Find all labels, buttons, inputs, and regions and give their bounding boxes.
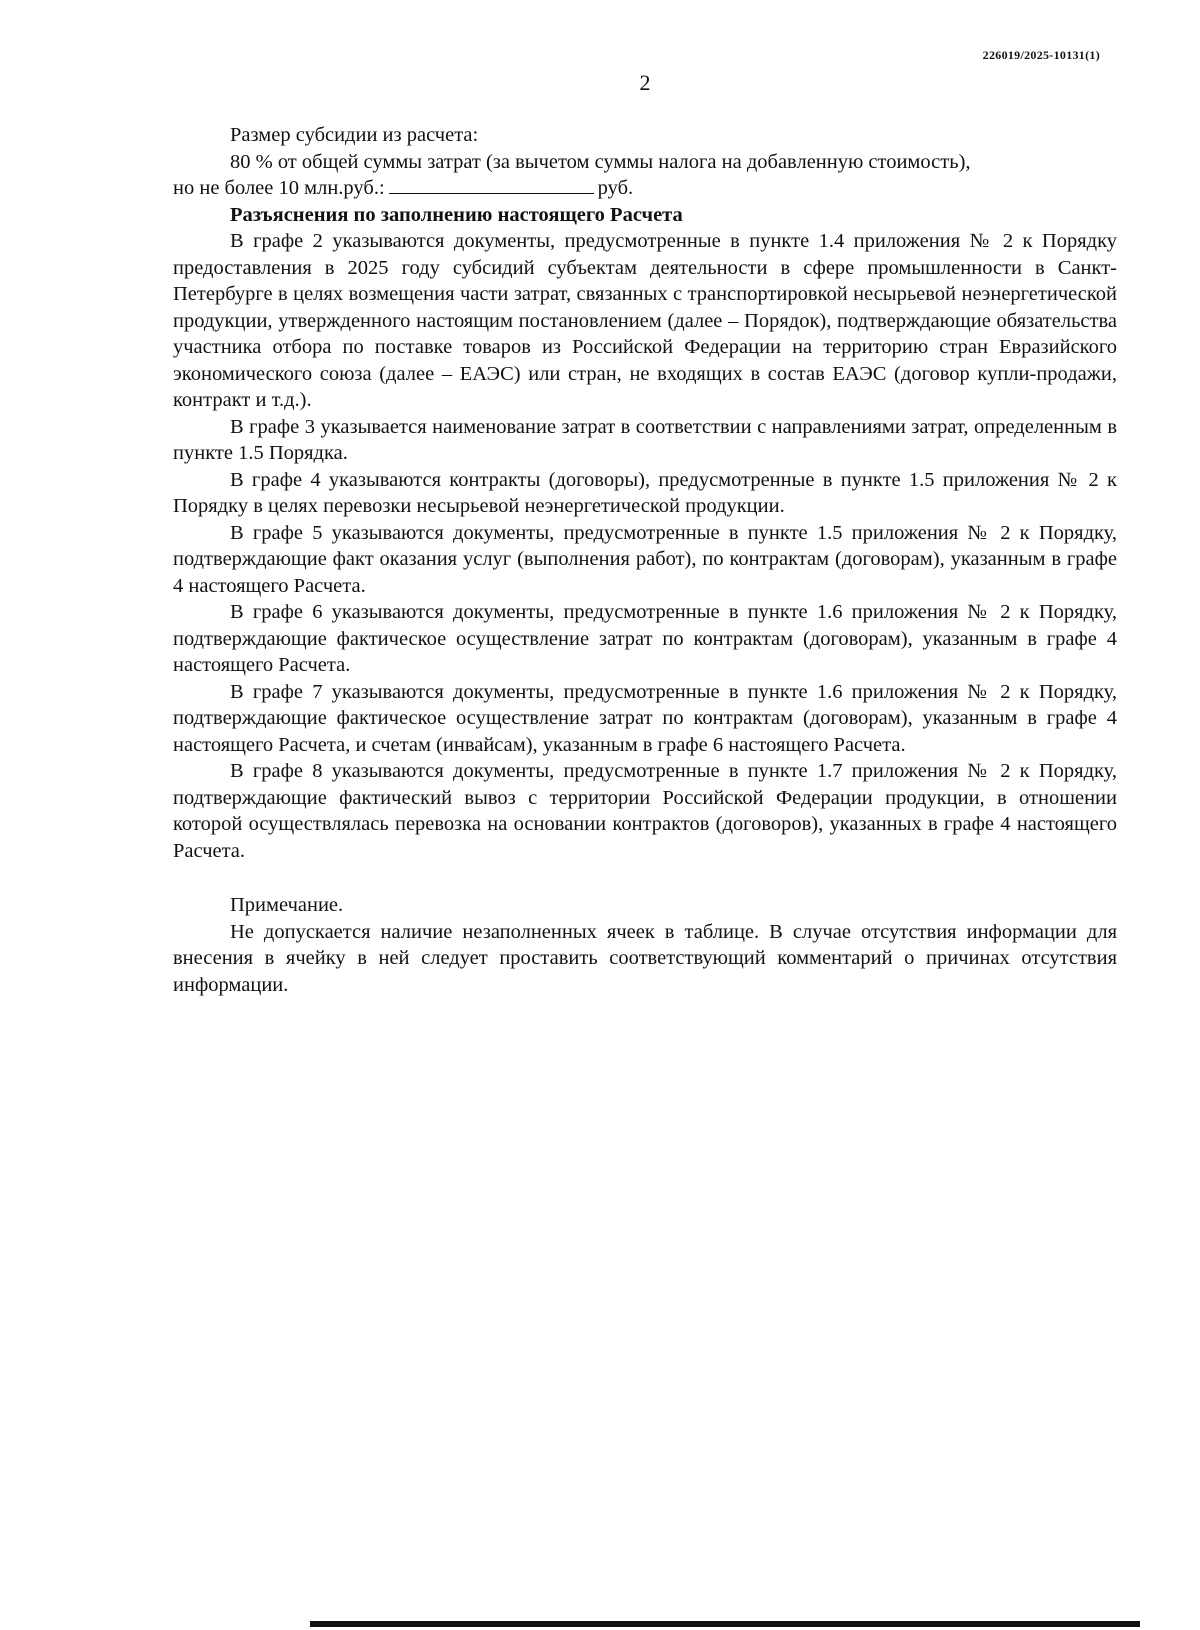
document-id: 226019/2025-10131(1)	[982, 48, 1100, 62]
explanation-paragraph: В графе 8 указываются документы, предусмотренные в пункте 1.7 приложения № 2 к Порядку, подтверждающие фактический вывоз с территории Российской Федерации продукции, в отношении которой осуществлялась перевозка на основании контрактов (договоров), указанных в графе 4 настоящего Расчета.	[173, 760, 1117, 862]
page-number: 2	[639, 70, 651, 95]
note-block	[173, 892, 1117, 998]
subsidy-formula: 80 % от общей суммы затрат (за вычетом суммы налога на добавленную стоимость),	[230, 150, 971, 173]
subsidy-currency: руб.	[597, 177, 634, 199]
subsidy-limit-label: но не более 10 млн.руб.:	[173, 177, 385, 199]
explanation-paragraph: В графе 2 указываются документы, предусмотренные в пункте 1.4 приложения № 2 к Порядку предоставления в 2025 году субсидий субъектам деятельности в сфере промышленности в Санкт-Петербурге в целях возмещения части затрат, связанных с транспортировкой несырьевой неэнергетической продукции, утвержденного настоящим постановлением (далее – Порядок), подтверждающие обязательства участника отбора по поставке товаров из Российской Федерации на территорию стран Евразийского экономического союза (далее – ЕАЭС) или стран, не входящих в состав ЕАЭС (договор купли-продажи, контракт и т.д.).	[173, 230, 1117, 411]
explanation-paragraph: В графе 6 указываются документы, предусмотренные в пункте 1.6 приложения № 2 к Порядку, подтверждающие фактическое осуществление затрат по контрактам (договорам), указанным в графе 4 настоящего Расчета.	[173, 601, 1117, 676]
subsidy-amount-blank	[389, 175, 594, 194]
explanations-title: Разъяснения по заполнению настоящего Расчета	[230, 203, 683, 226]
explanation-paragraph: В графе 3 указывается наименование затрат в соответствии с направлениями затрат, определенным в пункте 1.5 Порядка.	[173, 415, 1117, 464]
explanation-paragraph: В графе 4 указываются контракты (договоры), предусмотренные в пункте 1.5 приложения № 2 к Порядку в целях перевозки несырьевой неэнергетической продукции.	[173, 468, 1117, 517]
note-text: Не допускается наличие незаполненных ячеек в таблице. В случае отсутствия информации для внесения в ячейку в ней следует проставить соответствующий комментарий о причинах отсутствия информации.	[173, 920, 1117, 996]
scan-bottom-edge	[310, 1621, 1140, 1627]
explanation-paragraph: В графе 5 указываются документы, предусмотренные в пункте 1.5 приложения № 2 к Порядку, подтверждающие факт оказания услуг (выполнения работ), по контрактам (договорам), указанным в графе 4 настоящего Расчета.	[173, 521, 1117, 597]
document-body	[173, 122, 1117, 998]
note-heading: Примечание.	[230, 894, 344, 916]
explanation-paragraph: В графе 7 указываются документы, предусмотренные в пункте 1.6 приложения № 2 к Порядку, подтверждающие фактическое осуществление затрат по контрактам (договорам), указанным в графе 4 настоящего Расчета, и счетам (инвайсам), указанным в графе 6 настоящего Расчета.	[173, 680, 1117, 756]
subsidy-limit-line	[173, 175, 1117, 202]
subsidy-intro: Размер субсидии из расчета:	[230, 124, 479, 146]
